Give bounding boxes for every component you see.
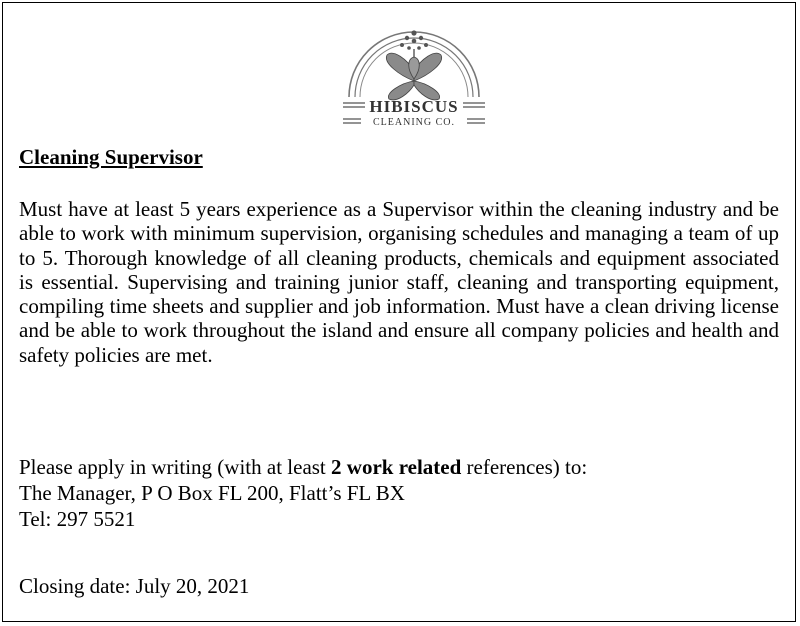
closing-date: Closing date: July 20, 2021 [19,574,250,598]
job-description: Must have at least 5 years experience as a Supervisor within the cleaning industry and be able to work with minimum supervision, organising schedules and managing a team of up to 5. Thorough knowledge of all cleaning products, chemicals and equipment associated is essential. Supervising and training junior staff, cleaning and transporting equipment, compiling time sheets and supplier and job information. Must have a clean driving license and be able to work throughout the island and ensure all company policies and health and safety policies are met. [19,197,779,367]
apply-telephone: Tel: 297 5521 [19,507,136,531]
job-title: Cleaning Supervisor [19,145,203,169]
job-advertisement [2,2,796,622]
hibiscus-logo [339,19,489,137]
apply-intro-bold: 2 work related [331,455,462,479]
hibiscus-flower-icon [339,19,489,137]
application-instructions [19,454,789,532]
apply-intro-start: Please apply in writing (with at least [19,455,332,479]
apply-intro-end: references) to: [461,455,588,479]
apply-intro [19,454,789,480]
apply-address: The Manager, P O Box FL 200, Flatt’s FL BX [19,481,405,505]
logo-name: HIBISCUS [369,97,459,116]
logo-tagline: CLEANING CO. [373,117,455,128]
